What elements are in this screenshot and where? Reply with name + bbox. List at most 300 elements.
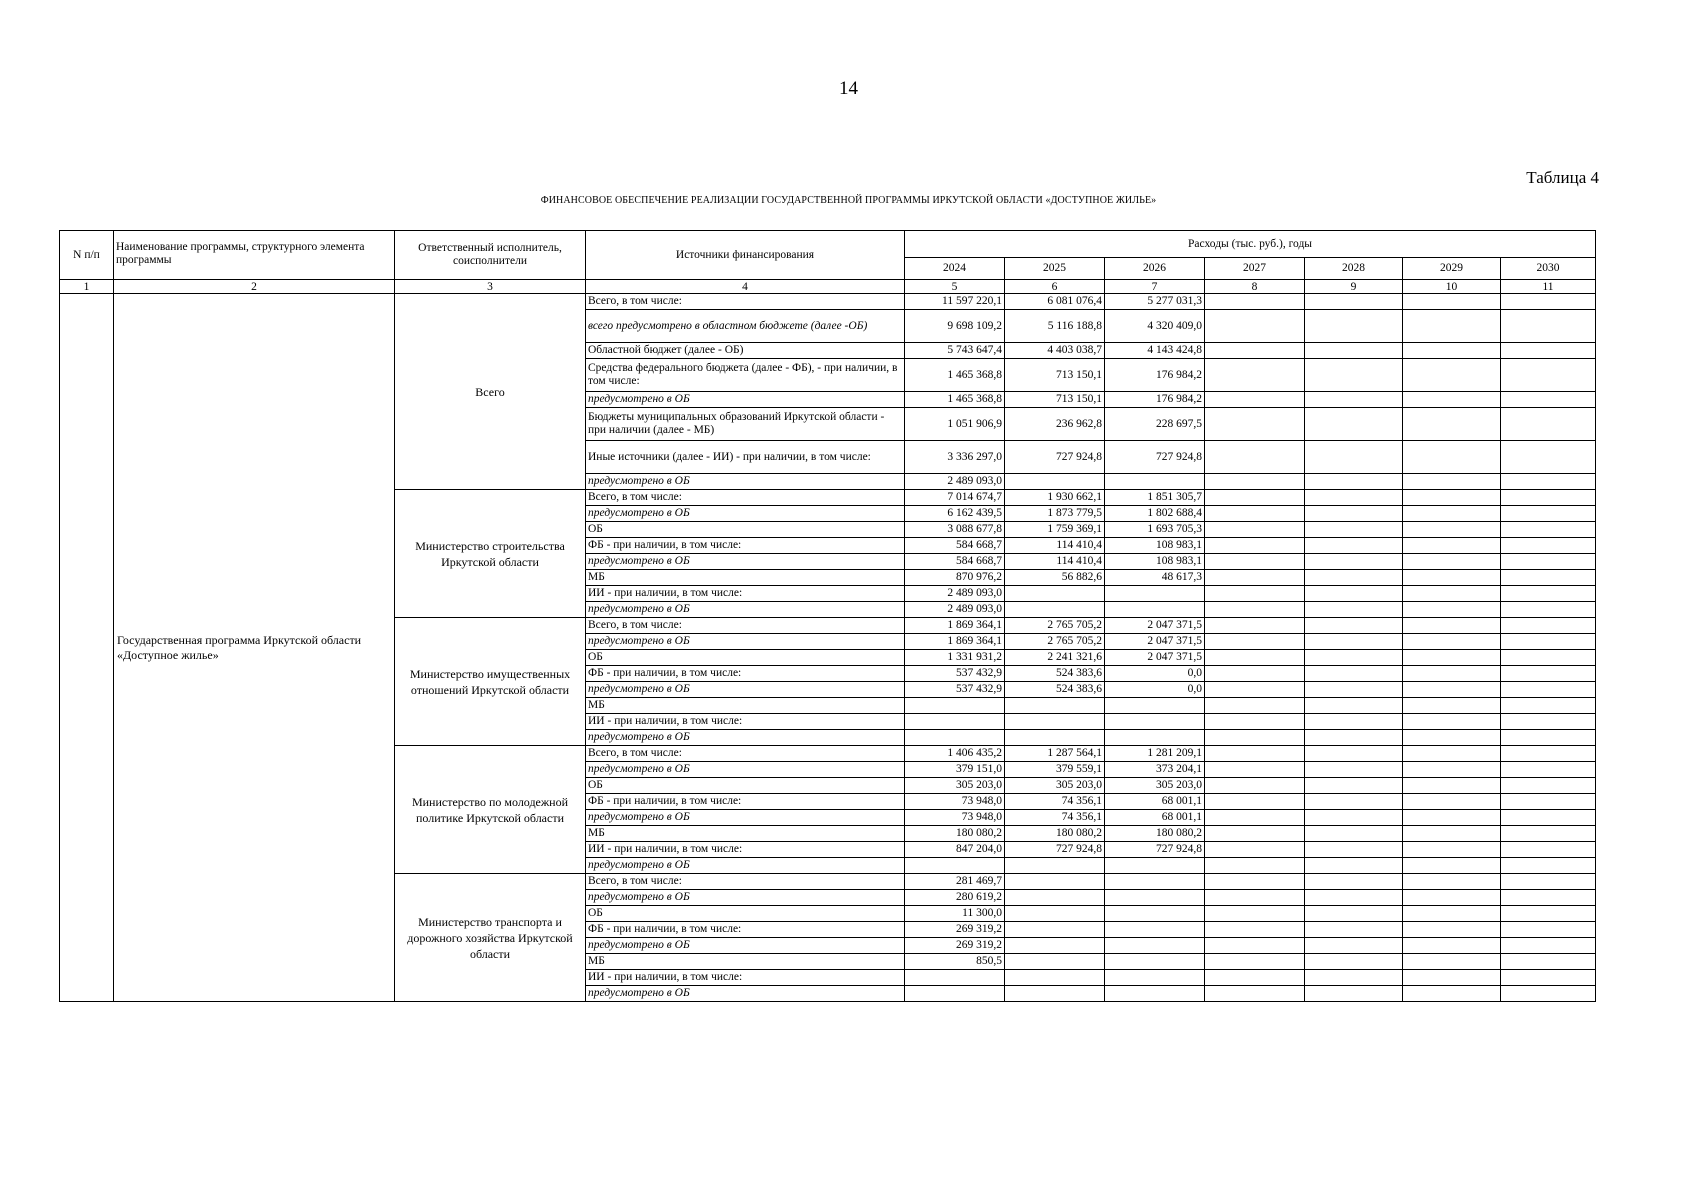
amount-cell: 0,0 [1105, 682, 1205, 698]
amount-cell [1105, 698, 1205, 714]
amount-cell: 180 080,2 [905, 826, 1005, 842]
amount-cell: 584 668,7 [905, 538, 1005, 554]
funding-source-cell: ИИ - при наличии, в том числе: [586, 842, 905, 858]
funding-source-cell: ФБ - при наличии, в том числе: [586, 666, 905, 682]
amount-cell [1005, 714, 1105, 730]
amount-cell [1501, 343, 1596, 359]
amount-cell: 584 668,7 [905, 554, 1005, 570]
amount-cell [1403, 554, 1501, 570]
amount-cell [1403, 343, 1501, 359]
amount-cell: 1 873 779,5 [1005, 506, 1105, 522]
amount-cell [1305, 602, 1403, 618]
amount-cell [1501, 634, 1596, 650]
table-label: Таблица 4 [1526, 168, 1599, 187]
column-index: 7 [1105, 280, 1205, 294]
amount-cell [1005, 874, 1105, 890]
funding-source-cell: ИИ - при наличии, в том числе: [586, 586, 905, 602]
amount-cell [1005, 906, 1105, 922]
amount-cell [1305, 954, 1403, 970]
amount-cell [1105, 714, 1205, 730]
amount-cell: 1 465 368,8 [905, 359, 1005, 392]
amount-cell: 0,0 [1105, 666, 1205, 682]
amount-cell: 379 151,0 [905, 762, 1005, 778]
amount-cell [1005, 890, 1105, 906]
amount-cell: 56 882,6 [1005, 570, 1105, 586]
amount-cell [1305, 858, 1403, 874]
funding-source-cell: предусмотрено в ОБ [586, 810, 905, 826]
amount-cell [1205, 826, 1305, 842]
funding-source-cell: предусмотрено в ОБ [586, 392, 905, 408]
amount-cell: 114 410,4 [1005, 538, 1105, 554]
amount-cell [1403, 408, 1501, 441]
amount-cell: 1 287 564,1 [1005, 746, 1105, 762]
amount-cell [1005, 970, 1105, 986]
amount-cell [1501, 538, 1596, 554]
funding-source-cell: Всего, в том числе: [586, 294, 905, 310]
amount-cell [1205, 986, 1305, 1002]
amount-cell [1305, 874, 1403, 890]
column-index: 8 [1205, 280, 1305, 294]
funding-source-cell: Всего, в том числе: [586, 618, 905, 634]
amount-cell [1005, 922, 1105, 938]
amount-cell [1501, 762, 1596, 778]
amount-cell [1205, 343, 1305, 359]
amount-cell [1305, 778, 1403, 794]
amount-cell [1403, 359, 1501, 392]
funding-source-cell: Иные источники (далее - ИИ) - при наличии, в том числе: [586, 441, 905, 474]
amount-cell: 2 489 093,0 [905, 586, 1005, 602]
amount-cell [1501, 294, 1596, 310]
amount-cell [1005, 938, 1105, 954]
amount-cell: 73 948,0 [905, 810, 1005, 826]
amount-cell [1403, 666, 1501, 682]
amount-cell [1005, 474, 1105, 490]
amount-cell [1105, 474, 1205, 490]
amount-cell [1205, 618, 1305, 634]
amount-cell [1403, 506, 1501, 522]
amount-cell: 1 930 662,1 [1005, 490, 1105, 506]
amount-cell: 847 204,0 [905, 842, 1005, 858]
amount-cell [1403, 746, 1501, 762]
amount-cell [1305, 441, 1403, 474]
amount-cell [1305, 650, 1403, 666]
amount-cell [1305, 730, 1403, 746]
amount-cell [1205, 650, 1305, 666]
amount-cell [1105, 986, 1205, 1002]
column-index: 11 [1501, 280, 1596, 294]
amount-cell: 2 765 705,2 [1005, 618, 1105, 634]
amount-cell [1403, 538, 1501, 554]
header-num: N п/п [60, 231, 114, 280]
executor-cell: Всего [395, 294, 586, 490]
funding-source-cell: МБ [586, 570, 905, 586]
page-number: 14 [839, 78, 858, 99]
amount-cell [1105, 858, 1205, 874]
amount-cell [1305, 810, 1403, 826]
amount-cell [1305, 408, 1403, 441]
amount-cell [1005, 602, 1105, 618]
amount-cell [1305, 826, 1403, 842]
amount-cell [1305, 294, 1403, 310]
column-index: 5 [905, 280, 1005, 294]
amount-cell [1501, 954, 1596, 970]
funding-source-cell: ОБ [586, 522, 905, 538]
amount-cell [1501, 586, 1596, 602]
amount-cell: 48 617,3 [1105, 570, 1205, 586]
amount-cell [905, 698, 1005, 714]
header-year: 2027 [1205, 258, 1305, 280]
amount-cell: 2 765 705,2 [1005, 634, 1105, 650]
amount-cell [1501, 938, 1596, 954]
amount-cell [1305, 762, 1403, 778]
funding-source-cell: ФБ - при наличии, в том числе: [586, 538, 905, 554]
amount-cell [1305, 938, 1403, 954]
amount-cell [1205, 408, 1305, 441]
amount-cell [1403, 954, 1501, 970]
amount-cell [1105, 938, 1205, 954]
amount-cell: 9 698 109,2 [905, 310, 1005, 343]
amount-cell [1403, 441, 1501, 474]
amount-cell [1205, 714, 1305, 730]
amount-cell: 280 619,2 [905, 890, 1005, 906]
header-year: 2028 [1305, 258, 1403, 280]
amount-cell [1403, 842, 1501, 858]
amount-cell [1403, 938, 1501, 954]
amount-cell: 305 203,0 [1005, 778, 1105, 794]
program-name-cell: Государственная программа Иркутской области «Доступное жилье» [114, 294, 395, 1002]
amount-cell: 1 465 368,8 [905, 392, 1005, 408]
amount-cell [1305, 666, 1403, 682]
amount-cell [1205, 858, 1305, 874]
amount-cell [1205, 906, 1305, 922]
amount-cell [1305, 698, 1403, 714]
amount-cell [1205, 490, 1305, 506]
amount-cell [1403, 570, 1501, 586]
amount-cell [1501, 874, 1596, 890]
amount-cell [1403, 858, 1501, 874]
amount-cell [1205, 522, 1305, 538]
amount-cell [1403, 730, 1501, 746]
amount-cell [1403, 810, 1501, 826]
amount-cell [1501, 922, 1596, 938]
amount-cell [1205, 746, 1305, 762]
amount-cell [1205, 810, 1305, 826]
amount-cell: 5 116 188,8 [1005, 310, 1105, 343]
amount-cell: 2 489 093,0 [905, 602, 1005, 618]
amount-cell [1501, 554, 1596, 570]
amount-cell [1105, 730, 1205, 746]
amount-cell [1205, 359, 1305, 392]
amount-cell [1305, 522, 1403, 538]
funding-source-cell: ОБ [586, 778, 905, 794]
amount-cell: 1 759 369,1 [1005, 522, 1105, 538]
funding-source-cell: ФБ - при наличии, в том числе: [586, 922, 905, 938]
amount-cell: 74 356,1 [1005, 810, 1105, 826]
funding-source-cell: предусмотрено в ОБ [586, 634, 905, 650]
amount-cell [1501, 698, 1596, 714]
amount-cell: 850,5 [905, 954, 1005, 970]
header-year: 2025 [1005, 258, 1105, 280]
amount-cell: 108 983,1 [1105, 538, 1205, 554]
amount-cell: 269 319,2 [905, 938, 1005, 954]
executor-cell: Министерство строительства Иркутской области [395, 490, 586, 618]
amount-cell [1501, 826, 1596, 842]
amount-cell [1501, 986, 1596, 1002]
header-sources: Источники финансирования [586, 231, 905, 280]
header-year: 2029 [1403, 258, 1501, 280]
amount-cell [1403, 392, 1501, 408]
amount-cell: 1 693 705,3 [1105, 522, 1205, 538]
amount-cell: 2 047 371,5 [1105, 634, 1205, 650]
amount-cell: 4 143 424,8 [1105, 343, 1205, 359]
amount-cell [1205, 634, 1305, 650]
amount-cell: 373 204,1 [1105, 762, 1205, 778]
amount-cell: 176 984,2 [1105, 392, 1205, 408]
amount-cell [1005, 986, 1105, 1002]
amount-cell [1403, 906, 1501, 922]
amount-cell [1403, 602, 1501, 618]
amount-cell [1105, 874, 1205, 890]
funding-source-cell: предусмотрено в ОБ [586, 474, 905, 490]
header-year: 2030 [1501, 258, 1596, 280]
amount-cell: 180 080,2 [1005, 826, 1105, 842]
header-program-name: Наименование программы, структурного элемента программы [114, 231, 395, 280]
amount-cell [1403, 986, 1501, 1002]
amount-cell [1305, 634, 1403, 650]
amount-cell [1005, 698, 1105, 714]
funding-source-cell: Всего, в том числе: [586, 490, 905, 506]
amount-cell: 1 281 209,1 [1105, 746, 1205, 762]
amount-cell [1205, 392, 1305, 408]
amount-cell [1403, 698, 1501, 714]
amount-cell: 5 743 647,4 [905, 343, 1005, 359]
amount-cell [1403, 778, 1501, 794]
amount-cell [1205, 922, 1305, 938]
amount-cell [1305, 343, 1403, 359]
amount-cell [1105, 602, 1205, 618]
amount-cell [1205, 698, 1305, 714]
amount-cell: 74 356,1 [1005, 794, 1105, 810]
amount-cell [905, 986, 1005, 1002]
amount-cell: 2 047 371,5 [1105, 618, 1205, 634]
amount-cell [1305, 890, 1403, 906]
amount-cell [1205, 842, 1305, 858]
amount-cell [1501, 906, 1596, 922]
funding-source-cell: предусмотрено в ОБ [586, 554, 905, 570]
amount-cell [1501, 650, 1596, 666]
amount-cell: 1 051 906,9 [905, 408, 1005, 441]
table-body [60, 294, 1596, 1002]
funding-source-cell: Всего, в том числе: [586, 874, 905, 890]
amount-cell: 524 383,6 [1005, 666, 1105, 682]
funding-source-cell: МБ [586, 826, 905, 842]
amount-cell [1501, 810, 1596, 826]
amount-cell: 73 948,0 [905, 794, 1005, 810]
amount-cell: 870 976,2 [905, 570, 1005, 586]
amount-cell [905, 730, 1005, 746]
amount-cell [905, 970, 1005, 986]
amount-cell: 180 080,2 [1105, 826, 1205, 842]
amount-cell: 4 403 038,7 [1005, 343, 1105, 359]
amount-cell [1501, 310, 1596, 343]
amount-cell [1105, 922, 1205, 938]
financing-table [59, 230, 1596, 1002]
amount-cell [1205, 938, 1305, 954]
funding-source-cell: Средства федерального бюджета (далее - ФБ), - при наличии, в том числе: [586, 359, 905, 392]
amount-cell [1005, 586, 1105, 602]
amount-cell [1403, 618, 1501, 634]
funding-source-cell: Областной бюджет (далее - ОБ) [586, 343, 905, 359]
funding-source-cell: предусмотрено в ОБ [586, 938, 905, 954]
amount-cell [1005, 730, 1105, 746]
amount-cell: 114 410,4 [1005, 554, 1105, 570]
amount-cell [1305, 554, 1403, 570]
amount-cell: 305 203,0 [1105, 778, 1205, 794]
amount-cell [1305, 618, 1403, 634]
amount-cell: 305 203,0 [905, 778, 1005, 794]
amount-cell [1205, 954, 1305, 970]
amount-cell [1403, 762, 1501, 778]
amount-cell: 236 962,8 [1005, 408, 1105, 441]
amount-cell: 3 336 297,0 [905, 441, 1005, 474]
amount-cell [1501, 392, 1596, 408]
amount-cell: 2 047 371,5 [1105, 650, 1205, 666]
column-index: 10 [1403, 280, 1501, 294]
amount-cell: 108 983,1 [1105, 554, 1205, 570]
amount-cell: 4 320 409,0 [1105, 310, 1205, 343]
amount-cell [1205, 602, 1305, 618]
amount-cell [1205, 441, 1305, 474]
amount-cell: 6 162 439,5 [905, 506, 1005, 522]
amount-cell [1501, 890, 1596, 906]
amount-cell [1501, 522, 1596, 538]
funding-source-cell: МБ [586, 698, 905, 714]
amount-cell [1501, 842, 1596, 858]
amount-cell: 176 984,2 [1105, 359, 1205, 392]
amount-cell [1501, 858, 1596, 874]
amount-cell [1403, 634, 1501, 650]
amount-cell [1105, 586, 1205, 602]
funding-source-cell: предусмотрено в ОБ [586, 682, 905, 698]
amount-cell [1305, 746, 1403, 762]
amount-cell: 3 088 677,8 [905, 522, 1005, 538]
row-number-cell [60, 294, 114, 1002]
amount-cell [1105, 970, 1205, 986]
amount-cell [1403, 294, 1501, 310]
table-row [60, 294, 1596, 310]
amount-cell: 68 001,1 [1105, 794, 1205, 810]
header-executor: Ответственный исполнитель, соисполнители [395, 231, 586, 280]
funding-source-cell: ИИ - при наличии, в том числе: [586, 714, 905, 730]
amount-cell [1403, 874, 1501, 890]
amount-cell: 1 331 931,2 [905, 650, 1005, 666]
amount-cell [1305, 586, 1403, 602]
column-index: 6 [1005, 280, 1105, 294]
amount-cell [1403, 490, 1501, 506]
amount-cell [1501, 602, 1596, 618]
amount-cell: 5 277 031,3 [1105, 294, 1205, 310]
amount-cell [1305, 310, 1403, 343]
funding-source-cell: предусмотрено в ОБ [586, 890, 905, 906]
amount-cell: 269 319,2 [905, 922, 1005, 938]
amount-cell: 11 597 220,1 [905, 294, 1005, 310]
amount-cell [1105, 906, 1205, 922]
amount-cell: 228 697,5 [1105, 408, 1205, 441]
amount-cell [1403, 922, 1501, 938]
amount-cell [1305, 506, 1403, 522]
amount-cell [1305, 392, 1403, 408]
amount-cell: 1 869 364,1 [905, 618, 1005, 634]
amount-cell [1403, 682, 1501, 698]
amount-cell [1205, 506, 1305, 522]
amount-cell [1403, 714, 1501, 730]
executor-cell: Министерство имущественных отношений Иркутской области [395, 618, 586, 746]
funding-source-cell: Всего, в том числе: [586, 746, 905, 762]
amount-cell [1501, 570, 1596, 586]
document-title: ФИНАНСОВОЕ ОБЕСПЕЧЕНИЕ РЕАЛИЗАЦИИ ГОСУДАРСТВЕННОЙ ПРОГРАММЫ ИРКУТСКОЙ ОБЛАСТИ «ДОСТУПНОЕ ЖИЛЬЕ» [540, 195, 1157, 206]
amount-cell [1501, 359, 1596, 392]
amount-cell [1501, 714, 1596, 730]
amount-cell [1205, 474, 1305, 490]
amount-cell [1205, 570, 1305, 586]
amount-cell [1501, 778, 1596, 794]
column-index: 4 [586, 280, 905, 294]
amount-cell [1105, 890, 1205, 906]
amount-cell [1205, 586, 1305, 602]
amount-cell [1205, 778, 1305, 794]
amount-cell [1305, 986, 1403, 1002]
amount-cell [1205, 682, 1305, 698]
amount-cell [1305, 474, 1403, 490]
executor-cell: Министерство по молодежной политике Иркутской области [395, 746, 586, 874]
funding-source-cell: всего предусмотрено в областном бюджете (далее -ОБ) [586, 310, 905, 343]
header-year: 2024 [905, 258, 1005, 280]
funding-source-cell: предусмотрено в ОБ [586, 506, 905, 522]
amount-cell [1403, 586, 1501, 602]
amount-cell [1403, 310, 1501, 343]
amount-cell [1305, 570, 1403, 586]
funding-source-cell: предусмотрено в ОБ [586, 858, 905, 874]
amount-cell [1305, 490, 1403, 506]
funding-source-cell: предусмотрено в ОБ [586, 602, 905, 618]
amount-cell [1501, 666, 1596, 682]
amount-cell [1305, 970, 1403, 986]
amount-cell [1501, 970, 1596, 986]
amount-cell [1205, 666, 1305, 682]
amount-cell [1501, 474, 1596, 490]
amount-cell [1205, 310, 1305, 343]
executor-cell: Министерство транспорта и дорожного хозяйства Иркутской области [395, 874, 586, 1002]
amount-cell [1005, 858, 1105, 874]
amount-cell: 1 802 688,4 [1105, 506, 1205, 522]
amount-cell [1305, 682, 1403, 698]
amount-cell: 6 081 076,4 [1005, 294, 1105, 310]
funding-source-cell: предусмотрено в ОБ [586, 730, 905, 746]
amount-cell: 713 150,1 [1005, 392, 1105, 408]
funding-source-cell: ИИ - при наличии, в том числе: [586, 970, 905, 986]
amount-cell [1205, 970, 1305, 986]
amount-cell: 713 150,1 [1005, 359, 1105, 392]
amount-cell [1501, 682, 1596, 698]
amount-cell: 727 924,8 [1005, 842, 1105, 858]
amount-cell [1403, 650, 1501, 666]
amount-cell [1501, 746, 1596, 762]
amount-cell [1205, 538, 1305, 554]
amount-cell [1501, 490, 1596, 506]
amount-cell [1305, 794, 1403, 810]
amount-cell [905, 714, 1005, 730]
amount-cell [1205, 762, 1305, 778]
